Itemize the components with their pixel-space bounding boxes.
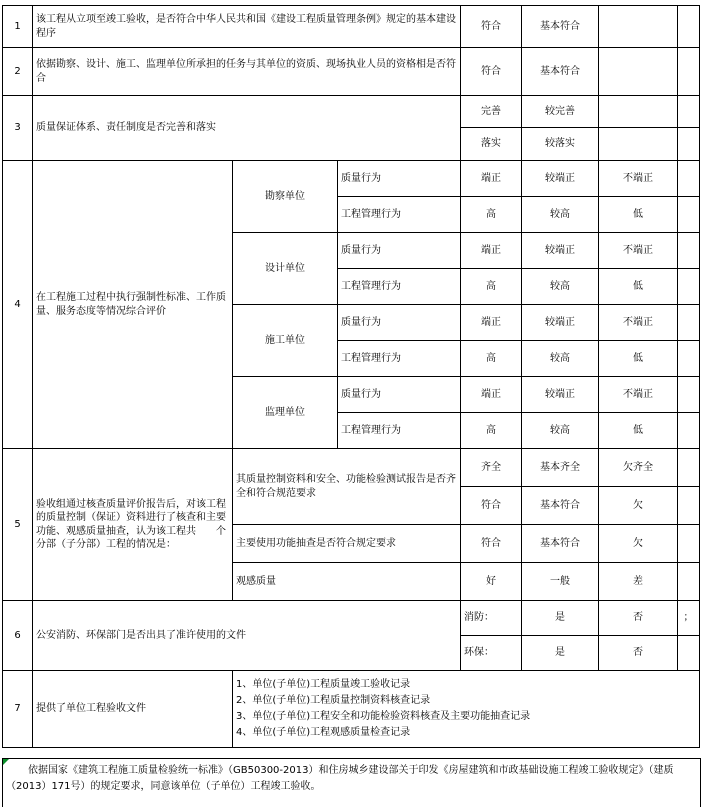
option-cell-empty[interactable]: [678, 161, 700, 197]
option-cell[interactable]: 较高: [522, 197, 599, 233]
row-description: 在工程施工过程中执行强制性标准、工作质量、服务态度等情况综合评价: [33, 161, 233, 449]
check-no-option[interactable]: 否: [599, 636, 678, 671]
option-cell-empty[interactable]: [678, 128, 700, 161]
behavior-label: 质量行为: [338, 377, 461, 413]
option-cell[interactable]: 差: [599, 563, 678, 601]
behavior-label: 工程管理行为: [338, 197, 461, 233]
option-cell[interactable]: 高: [461, 269, 522, 305]
option-cell[interactable]: 符合: [461, 6, 522, 48]
option-cell[interactable]: 高: [461, 413, 522, 449]
option-cell[interactable]: 低: [599, 341, 678, 377]
unit-name: 施工单位: [233, 305, 338, 377]
option-cell-empty[interactable]: [678, 6, 700, 48]
check-no-option[interactable]: 否: [599, 601, 678, 636]
option-cell-empty[interactable]: [678, 563, 700, 601]
option-cell[interactable]: 较端正: [522, 161, 599, 197]
table-row: [3, 671, 700, 748]
behavior-label: 质量行为: [338, 233, 461, 269]
behavior-label: 质量行为: [338, 305, 461, 341]
row-index: 1: [3, 6, 33, 48]
option-cell[interactable]: 基本符合: [522, 48, 599, 96]
option-cell[interactable]: 端正: [461, 377, 522, 413]
option-cell[interactable]: 不端正: [599, 161, 678, 197]
row-index: 2: [3, 48, 33, 96]
option-cell[interactable]: 欠: [599, 525, 678, 563]
option-cell[interactable]: 欠齐全: [599, 449, 678, 487]
option-cell[interactable]: 符合: [461, 525, 522, 563]
option-cell-empty[interactable]: [678, 341, 700, 377]
row-description: 提供了单位工程验收文件: [33, 671, 233, 748]
option-cell[interactable]: [599, 6, 678, 48]
option-cell[interactable]: 高: [461, 197, 522, 233]
check-item-label: 其质量控制资料和安全、功能检验测试报告是否齐全和符合规范要求: [233, 449, 461, 525]
list-item: 4、单位(子单位)工程观感质量检查记录: [236, 727, 411, 739]
row-description: 验收组通过核查质量评价报告后，对该工程的质量控制（保证）资料进行了核查和主要功能、观感质量抽查，认为该工程共 个分部（子分部）工程的情况是：: [33, 449, 233, 601]
option-cell[interactable]: 符合: [461, 48, 522, 96]
row-description: 该工程从立项至竣工验收，是否符合中华人民共和国《建设工程质量管理条例》规定的基本建设程序: [33, 6, 461, 48]
option-cell[interactable]: 完善: [461, 96, 522, 128]
option-cell[interactable]: 端正: [461, 233, 522, 269]
option-cell[interactable]: 较端正: [522, 305, 599, 341]
row-index: 6: [3, 601, 33, 671]
option-cell[interactable]: 端正: [461, 305, 522, 341]
behavior-label: 工程管理行为: [338, 269, 461, 305]
option-cell[interactable]: 低: [599, 197, 678, 233]
option-cell-empty[interactable]: [678, 96, 700, 128]
option-cell[interactable]: [599, 96, 678, 128]
comment-marker-icon: [3, 759, 9, 765]
table-row: [3, 6, 700, 48]
option-cell-empty[interactable]: [678, 449, 700, 487]
option-cell[interactable]: 不端正: [599, 233, 678, 269]
check-label: 消防：: [461, 601, 522, 636]
option-cell[interactable]: 不端正: [599, 377, 678, 413]
option-cell[interactable]: 端正: [461, 161, 522, 197]
option-cell-empty[interactable]: [678, 48, 700, 96]
option-cell[interactable]: 基本符合: [522, 525, 599, 563]
option-cell[interactable]: 基本齐全: [522, 449, 599, 487]
option-cell[interactable]: 欠: [599, 487, 678, 525]
provided-documents-list: [233, 671, 700, 748]
table-row: [3, 161, 700, 197]
option-cell-empty[interactable]: [678, 197, 700, 233]
option-cell[interactable]: 低: [599, 269, 678, 305]
option-cell[interactable]: 齐全: [461, 449, 522, 487]
option-cell[interactable]: 较端正: [522, 377, 599, 413]
behavior-label: 质量行为: [338, 161, 461, 197]
option-cell[interactable]: 一般: [522, 563, 599, 601]
row-description: 依据勘察、设计、施工、监理单位所承担的任务与其单位的资质、现场执业人员的资格相是否符合: [33, 48, 461, 96]
footer-conclusion-text: 依据国家《建筑工程施工质量检验统一标准》（GB50300-2013）和住房城乡建设部关于印发《房屋建筑和市政基础设施工程竣工验收规定》（建质（2013）171号）的规定要求，同意该单位（子单位）工程竣工验收。: [6, 765, 674, 792]
unit-name: 设计单位: [233, 233, 338, 305]
table-row: [3, 48, 700, 96]
table-row: [3, 449, 700, 487]
option-cell[interactable]: 符合: [461, 487, 522, 525]
option-cell-empty[interactable]: [678, 233, 700, 269]
option-cell[interactable]: 较落实: [522, 128, 599, 161]
behavior-label: 工程管理行为: [338, 413, 461, 449]
option-cell[interactable]: 落实: [461, 128, 522, 161]
list-item: 3、单位(子单位)工程安全和功能检验资料核查及主要功能抽查记录: [236, 711, 531, 722]
unit-name: 监理单位: [233, 377, 338, 449]
option-cell[interactable]: 好: [461, 563, 522, 601]
footer-conclusion-cell[interactable]: [2, 758, 701, 807]
option-cell[interactable]: 较高: [522, 413, 599, 449]
option-cell[interactable]: 较完善: [522, 96, 599, 128]
option-cell-empty[interactable]: [678, 377, 700, 413]
option-cell[interactable]: [599, 128, 678, 161]
table-row: [3, 601, 700, 636]
row-index: 5: [3, 449, 33, 601]
behavior-label: 工程管理行为: [338, 341, 461, 377]
check-item-label: 主要使用功能抽查是否符合规定要求: [233, 525, 461, 563]
unit-name: 勘察单位: [233, 161, 338, 233]
option-cell[interactable]: [599, 48, 678, 96]
row-description: 公安消防、环保部门是否出具了准许使用的文件: [33, 601, 461, 671]
option-cell[interactable]: 基本符合: [522, 6, 599, 48]
row-index: 7: [3, 671, 33, 748]
option-cell[interactable]: 较高: [522, 269, 599, 305]
option-cell[interactable]: 基本符合: [522, 487, 599, 525]
option-cell[interactable]: 不端正: [599, 305, 678, 341]
option-cell-empty[interactable]: [678, 305, 700, 341]
option-cell-empty[interactable]: [678, 487, 700, 525]
row-description: 质量保证体系、责任制度是否完善和落实: [33, 96, 461, 161]
check-trailing-punctuation: ；: [678, 601, 700, 636]
row-index: 4: [3, 161, 33, 449]
check-yes-option[interactable]: 是: [522, 601, 599, 636]
table-row: [3, 96, 700, 128]
option-cell[interactable]: 低: [599, 413, 678, 449]
option-cell-empty[interactable]: [678, 413, 700, 449]
row-index: 3: [3, 96, 33, 161]
option-cell[interactable]: 较高: [522, 341, 599, 377]
check-yes-option[interactable]: 是: [522, 636, 599, 671]
check-trailing-punctuation: [678, 636, 700, 671]
check-item-label: 观感质量: [233, 563, 461, 601]
option-cell[interactable]: 高: [461, 341, 522, 377]
option-cell[interactable]: 较端正: [522, 233, 599, 269]
acceptance-form-table: [2, 5, 700, 748]
list-item: 2、单位(子单位)工程质量控制资料核查记录: [236, 694, 431, 706]
option-cell-empty[interactable]: [678, 525, 700, 563]
check-label: 环保：: [461, 636, 522, 671]
option-cell-empty[interactable]: [678, 269, 700, 305]
list-item: 1、单位(子单位)工程质量竣工验收记录: [236, 678, 411, 690]
